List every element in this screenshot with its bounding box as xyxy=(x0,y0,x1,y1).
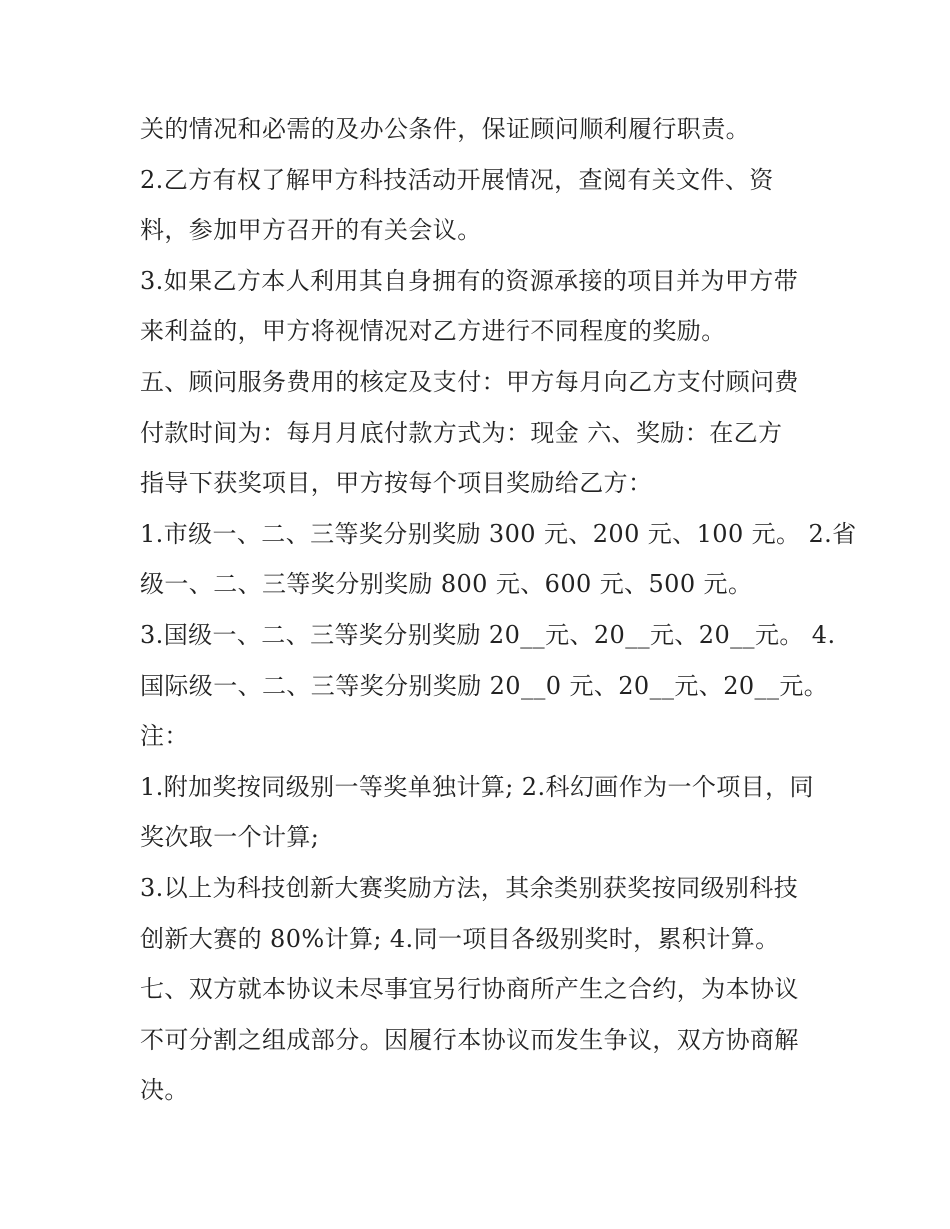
text-line: 国际级一、二、三等奖分别奖励 20__0 元、20__元、20__元。 xyxy=(140,671,829,700)
text-line: 付款时间为：每月月底付款方式为：现金 六、奖励：在乙方 xyxy=(140,418,783,447)
document-body xyxy=(140,104,857,1116)
text-line: 3.国级一、二、三等奖分别奖励 20__元、20__元、20__元。 4. xyxy=(140,620,836,649)
text-line: 五、顾问服务费用的核定及支付：甲方每月向乙方支付顾问费 xyxy=(140,367,799,396)
text-line: 创新大赛的 80%计算; 4.同一项目各级别奖时，累积计算。 xyxy=(140,924,780,953)
text-line: 1.附加奖按同级别一等奖单独计算; 2.科幻画作为一个项目，同 xyxy=(140,772,814,801)
text-line: 2.乙方有权了解甲方科技活动开展情况，查阅有关文件、资 xyxy=(140,165,774,194)
text-line: 奖次取一个计算; xyxy=(140,823,320,852)
text-line: 料，参加甲方召开的有关会议。 xyxy=(140,216,482,245)
text-line: 七、双方就本协议未尽事宜另行协商所产生之合约，为本协议 xyxy=(140,975,799,1004)
text-line: 不可分割之组成部分。因履行本协议而发生争议，双方协商解 xyxy=(140,1025,799,1054)
text-line: 3.如果乙方本人利用其自身拥有的资源承接的项目并为甲方带 xyxy=(140,266,799,295)
text-line: 决。 xyxy=(140,1076,189,1105)
text-line: 注： xyxy=(140,722,189,751)
text-line: 3.以上为科技创新大赛奖励方法，其余类别获奖按同级别科技 xyxy=(140,873,799,902)
text-line: 关的情况和必需的及办公条件，保证顾问顺利履行职责。 xyxy=(140,115,750,143)
text-line: 指导下获奖项目，甲方按每个项目奖励给乙方： xyxy=(140,469,653,498)
text-line: 1.市级一、二、三等奖分别奖励 300 元、200 元、100 元。 2.省 xyxy=(140,519,857,548)
text-line: 级一、二、三等奖分别奖励 800 元、600 元、500 元。 xyxy=(140,570,753,599)
text-line: 来利益的，甲方将视情况对乙方进行不同程度的奖励。 xyxy=(140,317,726,346)
